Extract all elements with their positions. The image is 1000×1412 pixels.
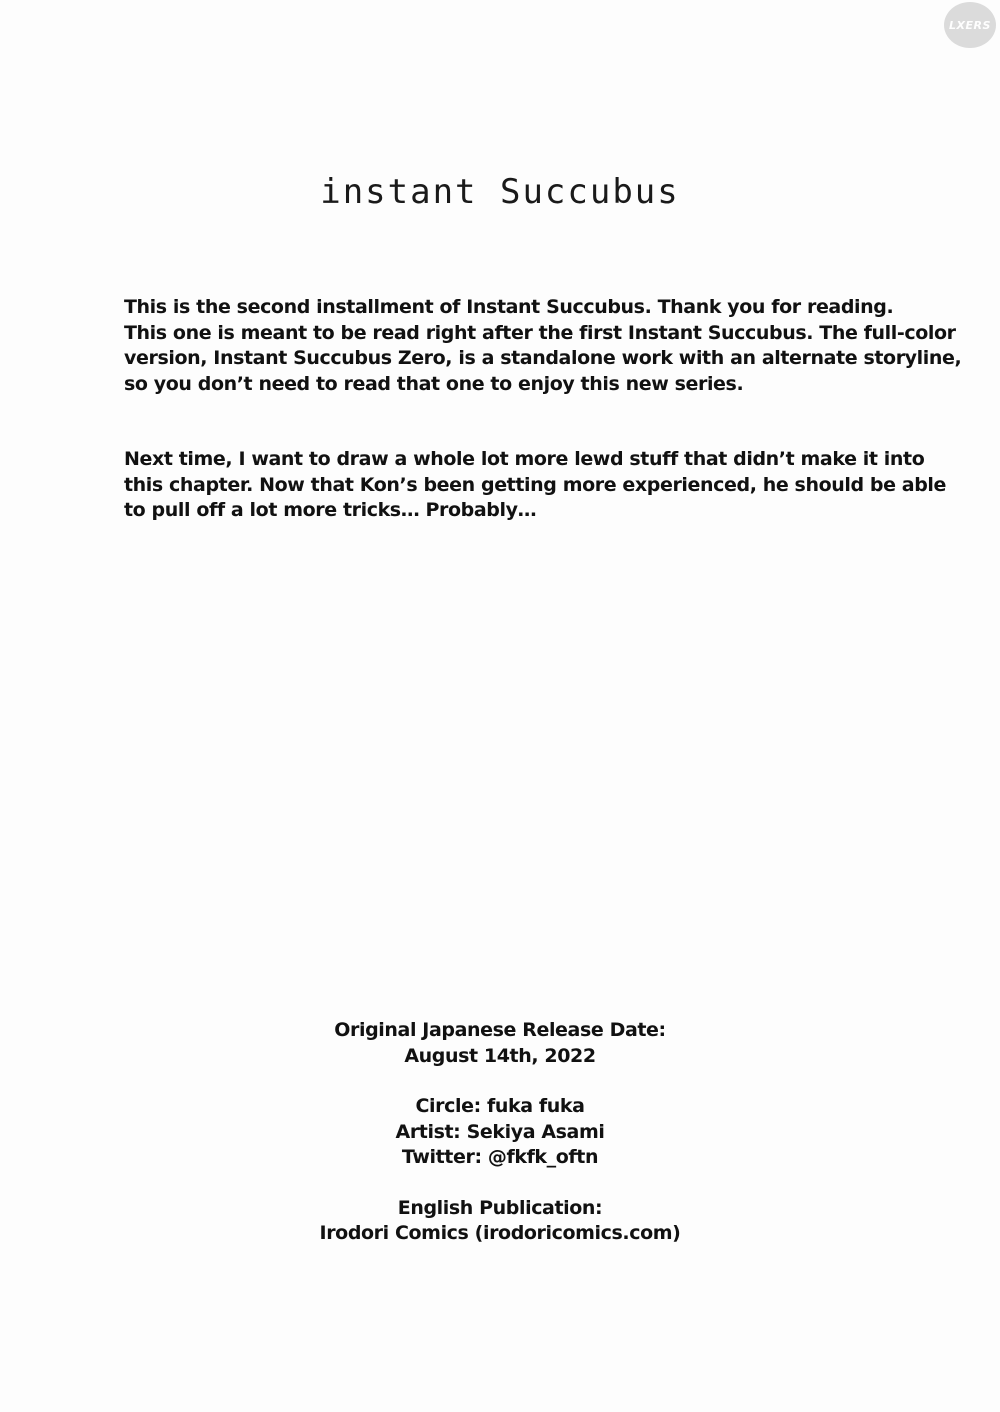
- spacer: [0, 1171, 1000, 1196]
- artist-credit: Artist: Sekiya Asami: [395, 1120, 605, 1143]
- release-date-label: Original Japanese Release Date:: [334, 1019, 666, 1041]
- paragraph-line: this chapter. Now that Kon’s been getting more experienced, he should be able: [124, 473, 947, 496]
- spacer: [0, 1069, 1000, 1094]
- release-date: August 14th, 2022: [404, 1044, 596, 1067]
- watermark-text: LXERS: [949, 18, 991, 32]
- page-title: instant Succubus: [320, 172, 680, 212]
- paragraph-line: so you don’t need to read that one to enjoy this new series.: [124, 372, 744, 395]
- author-note-paragraph-2: [124, 447, 947, 524]
- publisher-credit: Irodori Comics (irodoricomics.com): [319, 1222, 681, 1244]
- paragraph-line: version, Instant Succubus Zero, is a standalone work with an alternate storyline,: [124, 347, 962, 369]
- author-note-paragraph-1: [124, 295, 962, 397]
- publication-label: English Publication:: [397, 1196, 603, 1219]
- watermark-logo: [944, 2, 996, 48]
- paragraph-line: to pull off a lot more tricks… Probably…: [124, 499, 537, 521]
- credits-block: [0, 1018, 1000, 1247]
- paragraph-line: Next time, I want to draw a whole lot more lewd stuff that didn’t make it into: [124, 448, 925, 470]
- twitter-credit: Twitter: @fkfk_oftn: [401, 1146, 599, 1168]
- paragraph-line: This one is meant to be read right after the first Instant Succubus. The full-color: [124, 321, 956, 344]
- paragraph-line: This is the second installment of Instant Succubus. Thank you for reading.: [124, 296, 894, 318]
- circle-credit: Circle: fuka fuka: [415, 1095, 585, 1117]
